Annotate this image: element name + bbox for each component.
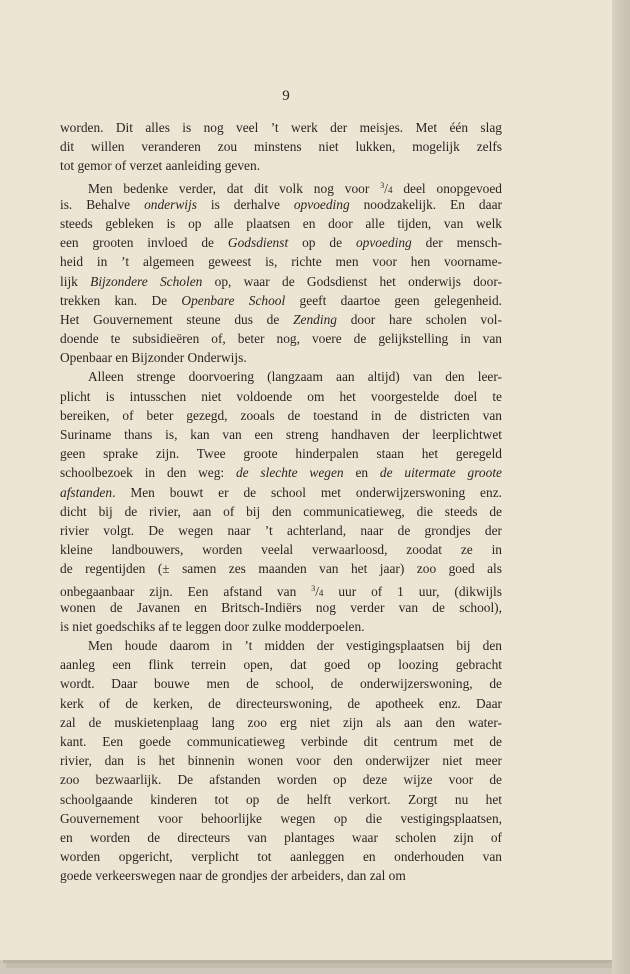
text-line xyxy=(60,233,502,252)
text-line xyxy=(60,502,502,521)
text-segment: schoolgaande kinderen tot op de helft verkort. Zorgt nu het xyxy=(60,791,502,807)
text-segment: . Men bouwt er de school met onderwijzerswoning enz. xyxy=(112,484,502,500)
text-segment: op de xyxy=(288,235,356,251)
text-segment: Suriname thans is, kan van een streng handhaven der leerplichtwet xyxy=(60,427,502,442)
text-segment: onderwijs xyxy=(144,196,197,212)
text-segment: aanleg een flink terrein open, dat goed op loozing gebracht xyxy=(60,657,502,673)
text-segment: dit willen veranderen zou minstens niet lukken, mogelijk zelfs xyxy=(60,139,502,155)
text-line xyxy=(60,636,502,655)
text-line xyxy=(60,310,502,329)
text-segment: de uitermate groote xyxy=(379,465,502,481)
text-line xyxy=(60,483,502,502)
text-line xyxy=(60,790,502,809)
text-line xyxy=(60,598,502,617)
text-segment: bereiken, of beter gezegd, zooals de toestand in de districten van xyxy=(60,407,502,423)
text-line xyxy=(60,291,502,310)
text-line xyxy=(60,348,502,367)
text-line xyxy=(60,828,502,847)
text-segment: / xyxy=(315,583,319,599)
text-segment: zal de muskietenplaag lang zoo erg niet zijn als aan den water- xyxy=(60,714,502,730)
text-line xyxy=(60,387,502,406)
text-segment: goede verkeerswegen naar de grondjes der arbeiders, dan zal om xyxy=(60,868,406,884)
text-segment: de regentijden (± samen zes maanden van het jaar) zoo goed als xyxy=(60,561,502,577)
text-segment: wordt. Daar bouwe men de school, de onderwijzerswoning, de xyxy=(60,676,502,692)
text-segment: Bijzondere Scholen xyxy=(90,273,203,289)
text-segment: / xyxy=(384,180,388,196)
text-segment: der mensch- xyxy=(411,235,502,251)
text-segment: en xyxy=(343,465,380,481)
text-segment: Alleen strenge doorvoering (langzaam aan altijd) van den leer- xyxy=(88,369,502,385)
text-line xyxy=(60,847,502,866)
text-line xyxy=(60,866,502,885)
text-line xyxy=(60,463,502,482)
text-line xyxy=(60,559,502,578)
text-segment: geen sprake zijn. Twee groote hinderpalen staan het geregeld xyxy=(60,446,502,462)
text-line xyxy=(60,176,502,195)
text-segment: Gouvernement voor behoorlijke wegen op die vestigingsplaatsen, xyxy=(60,810,502,826)
text-segment: geeft daartoe geen gelegenheid. xyxy=(285,292,502,308)
text-segment: kant. Een goede communicatieweg verbinde dit centrum met de xyxy=(60,734,502,749)
text-segment: lijk xyxy=(60,273,91,289)
text-segment: opvoeding xyxy=(293,196,350,212)
text-line xyxy=(60,540,502,559)
text-line xyxy=(60,770,502,789)
text-segment: kerk of de kerken, de directeurswoning, de apotheek enz. Daar xyxy=(60,695,502,711)
text-segment: heid in ’t algemeen geweest is, richte men voor hen voorname- xyxy=(60,254,502,270)
text-segment: is niet goedschiks af te leggen door zulke modderpoelen. xyxy=(60,618,365,634)
text-segment: op, waar de Godsdienst het onderwijs door- xyxy=(202,273,502,289)
text-segment: zoo bezwaarlijk. De afstanden worden op deze wijze voor de xyxy=(60,772,502,788)
text-segment: worden. Dit alles is nog veel ’t werk der meisjes. Met één slag xyxy=(60,120,502,135)
text-segment: Men houde daarom in ’t midden der vestigingsplaatsen bij den xyxy=(88,638,502,654)
text-segment: plicht is intusschen niet voldoende om het voorgestelde doel te xyxy=(60,388,502,404)
text-segment: opvoeding xyxy=(355,235,412,251)
text-segment: Zending xyxy=(293,311,337,327)
text-segment: de slechte wegen xyxy=(235,465,344,481)
text-line xyxy=(60,732,502,751)
text-line xyxy=(60,521,502,540)
text-segment: onbegaanbaar zijn. Een afstand van xyxy=(60,583,312,599)
text-segment: dicht bij de rivier, aan of bij den communicatieweg, die steeds de xyxy=(60,503,502,519)
text-segment: een grooten invloed de xyxy=(60,235,228,251)
text-segment: steeds gebleken is op alle plaatsen en door alle tijden, van welk xyxy=(60,215,502,231)
text-segment: en worden de directeurs van plantages waar scholen zijn of xyxy=(60,829,502,845)
text-line xyxy=(60,579,502,598)
text-segment: noodzakelijk. En daar xyxy=(349,196,502,212)
paragraph xyxy=(60,367,502,636)
text-segment: is. Behalve xyxy=(60,196,145,212)
text-line xyxy=(60,751,502,770)
text-line xyxy=(60,425,502,444)
text-line xyxy=(60,674,502,693)
text-segment: kleine landbouwers, worden veelal verwaarloosd, zoodat ze in xyxy=(60,542,502,558)
text-segment: 4 xyxy=(318,587,324,598)
text-segment: 3 xyxy=(311,583,316,593)
text-segment: worden opgericht, verplicht tot aanleggen en onderhouden van xyxy=(60,849,502,865)
paragraph xyxy=(60,636,502,885)
text-segment: rivier volgt. De wegen naar ’t achterland, naar de grondjes der xyxy=(60,522,502,538)
text-segment: Het Gouvernement steune dus de xyxy=(60,311,294,327)
text-segment: tot gemor of verzet aanleiding geven. xyxy=(60,158,261,174)
text-segment: schoolbezoek in den weg: xyxy=(60,465,236,481)
text-segment: trekken kan. De xyxy=(60,292,182,308)
text-line xyxy=(60,156,502,175)
body-text xyxy=(60,118,502,886)
page-edge xyxy=(612,0,630,974)
text-segment: wonen de Javanen en Britsch-Indiërs nog verder van de school), xyxy=(60,599,502,615)
text-segment: Godsdienst xyxy=(227,235,289,251)
paragraph xyxy=(60,176,502,368)
text-line xyxy=(60,694,502,713)
text-line xyxy=(60,195,502,214)
text-line xyxy=(60,329,502,348)
text-line xyxy=(60,406,502,425)
text-segment: Openbaar en Bijzonder Onderwijs. xyxy=(60,350,247,366)
text-segment: uur of 1 uur, (dikwijls xyxy=(323,583,502,599)
text-line xyxy=(60,655,502,674)
text-segment: is derhalve xyxy=(196,196,294,212)
text-segment: rivier, dan is het binnenin wonen voor den onderwijzer niet meer xyxy=(60,753,502,769)
text-line xyxy=(60,367,502,386)
text-line xyxy=(60,214,502,233)
paragraph xyxy=(60,118,502,176)
text-line xyxy=(60,617,502,636)
text-segment: deel onopgevoed xyxy=(392,180,502,196)
page-number: 9 xyxy=(282,88,290,104)
text-line xyxy=(60,118,502,137)
text-segment: Men bedenke verder, dat dit volk nog voor xyxy=(88,180,381,196)
text-segment: doende te subsidieëren of, beter nog, voere de gelijkstelling in van xyxy=(60,331,502,347)
text-line xyxy=(60,272,502,291)
text-segment: afstanden xyxy=(60,484,113,500)
text-line xyxy=(60,137,502,156)
text-segment: 3 xyxy=(380,180,385,190)
text-line xyxy=(60,444,502,463)
text-segment: 4 xyxy=(387,184,393,195)
text-line xyxy=(60,713,502,732)
text-line xyxy=(60,809,502,828)
text-segment: door hare scholen vol- xyxy=(336,311,502,327)
text-segment: Openbare School xyxy=(181,292,286,308)
text-line xyxy=(60,252,502,271)
